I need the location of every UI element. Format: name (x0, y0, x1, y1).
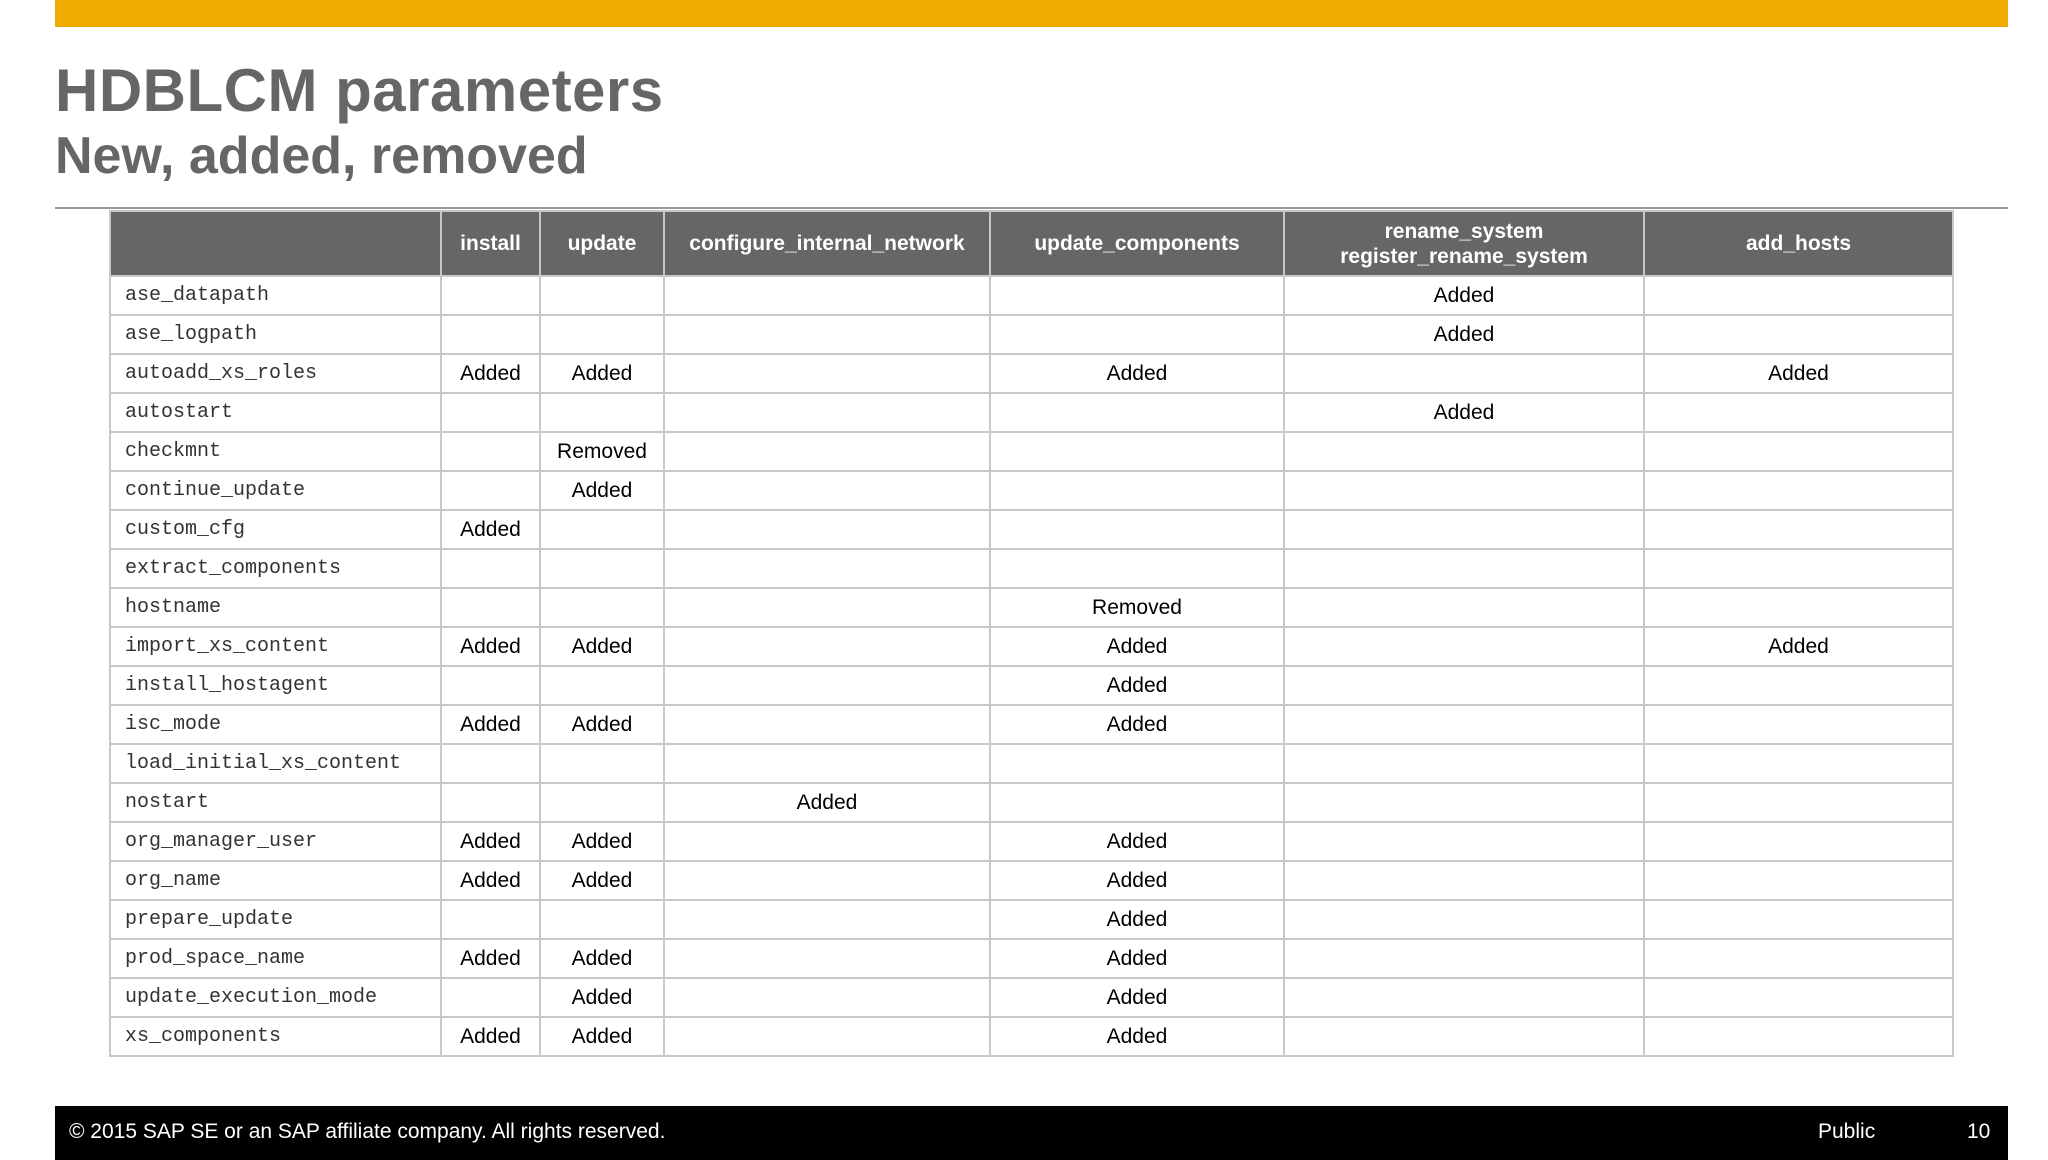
status-cell (1284, 1017, 1644, 1056)
parameter-name: nostart (110, 783, 441, 822)
table-row (110, 393, 1953, 432)
status-cell (990, 744, 1284, 783)
status-cell (1284, 510, 1644, 549)
status-cell (990, 783, 1284, 822)
parameter-name: prod_space_name (110, 939, 441, 978)
status-cell (1284, 978, 1644, 1017)
status-cell (441, 549, 540, 588)
parameter-name: autoadd_xs_roles (110, 354, 441, 393)
status-cell: Added (441, 354, 540, 393)
status-cell (1644, 822, 1953, 861)
status-cell (664, 861, 990, 900)
table-row (110, 666, 1953, 705)
status-cell: Added (1284, 315, 1644, 354)
status-cell (540, 744, 664, 783)
status-cell (1644, 315, 1953, 354)
status-cell (441, 900, 540, 939)
status-cell (664, 354, 990, 393)
parameters-table (109, 210, 1954, 1057)
status-cell: Added (540, 1017, 664, 1056)
header-cell: configure_internal_network (664, 211, 990, 276)
status-cell (1644, 939, 1953, 978)
parameter-name: xs_components (110, 1017, 441, 1056)
copyright-text: © 2015 SAP SE or an SAP affiliate company. All rights reserved. (69, 1120, 666, 1143)
status-cell (664, 939, 990, 978)
status-cell (664, 666, 990, 705)
status-cell: Added (540, 861, 664, 900)
slide-title: HDBLCM parameters (55, 57, 664, 124)
status-cell: Added (441, 510, 540, 549)
status-cell (664, 432, 990, 471)
status-cell (540, 276, 664, 315)
table-row (110, 354, 1953, 393)
status-cell (1284, 627, 1644, 666)
slide-subtitle: New, added, removed (55, 127, 588, 185)
status-cell: Added (441, 627, 540, 666)
status-cell (664, 705, 990, 744)
page-number: 10 (1967, 1120, 1991, 1143)
status-cell: Added (540, 354, 664, 393)
table-row (110, 432, 1953, 471)
status-cell (1284, 354, 1644, 393)
status-cell: Added (540, 978, 664, 1017)
status-cell: Added (990, 1017, 1284, 1056)
status-cell (1644, 549, 1953, 588)
table-header (110, 211, 1953, 276)
status-cell (1284, 939, 1644, 978)
status-cell (441, 315, 540, 354)
status-cell (664, 822, 990, 861)
status-cell: Added (441, 705, 540, 744)
status-cell (1644, 432, 1953, 471)
status-cell: Added (990, 861, 1284, 900)
status-cell (664, 549, 990, 588)
status-cell: Added (441, 822, 540, 861)
header-cell: install (441, 211, 540, 276)
status-cell: Added (1284, 276, 1644, 315)
status-cell (1284, 705, 1644, 744)
status-cell (1284, 471, 1644, 510)
status-cell (990, 432, 1284, 471)
parameter-name: ase_logpath (110, 315, 441, 354)
header-row (110, 211, 1953, 276)
status-cell (441, 783, 540, 822)
status-cell (1644, 744, 1953, 783)
parameter-name: org_name (110, 861, 441, 900)
status-cell (990, 276, 1284, 315)
status-cell (990, 549, 1284, 588)
status-cell (441, 588, 540, 627)
parameter-name: isc_mode (110, 705, 441, 744)
status-cell (990, 393, 1284, 432)
status-cell (664, 978, 990, 1017)
status-cell (441, 471, 540, 510)
parameter-name: custom_cfg (110, 510, 441, 549)
table-row (110, 588, 1953, 627)
table-row (110, 627, 1953, 666)
status-cell (1644, 471, 1953, 510)
status-cell (540, 393, 664, 432)
status-cell: Added (664, 783, 990, 822)
status-cell (664, 510, 990, 549)
status-cell (1644, 705, 1953, 744)
table-row (110, 315, 1953, 354)
status-cell: Added (540, 939, 664, 978)
table-row (110, 939, 1953, 978)
table-row (110, 1017, 1953, 1056)
status-cell (540, 588, 664, 627)
status-cell (540, 315, 664, 354)
status-cell (664, 588, 990, 627)
status-cell: Added (990, 354, 1284, 393)
parameter-name: import_xs_content (110, 627, 441, 666)
header-cell: rename_system register_rename_system (1284, 211, 1644, 276)
status-cell (1284, 549, 1644, 588)
parameter-name: update_execution_mode (110, 978, 441, 1017)
status-cell: Added (990, 978, 1284, 1017)
status-cell (664, 744, 990, 783)
status-cell (1284, 900, 1644, 939)
status-cell (990, 315, 1284, 354)
header-cell: update (540, 211, 664, 276)
status-cell (1644, 510, 1953, 549)
status-cell (664, 315, 990, 354)
status-cell: Added (540, 471, 664, 510)
status-cell (1644, 861, 1953, 900)
table-row (110, 510, 1953, 549)
status-cell (540, 666, 664, 705)
status-cell (664, 627, 990, 666)
table-row (110, 900, 1953, 939)
table-row (110, 978, 1953, 1017)
parameter-name: autostart (110, 393, 441, 432)
status-cell (1284, 861, 1644, 900)
status-cell (540, 900, 664, 939)
parameter-name: prepare_update (110, 900, 441, 939)
status-cell (664, 1017, 990, 1056)
status-cell (664, 900, 990, 939)
status-cell (441, 666, 540, 705)
status-cell (1644, 276, 1953, 315)
status-cell: Removed (540, 432, 664, 471)
status-cell (990, 471, 1284, 510)
top-accent-bar (55, 0, 2008, 27)
header-cell-parameter (110, 211, 441, 276)
status-cell (1644, 666, 1953, 705)
parameter-name: hostname (110, 588, 441, 627)
parameter-name: ase_datapath (110, 276, 441, 315)
status-cell (540, 510, 664, 549)
parameter-name: load_initial_xs_content (110, 744, 441, 783)
header-cell: add_hosts (1644, 211, 1953, 276)
status-cell: Added (990, 666, 1284, 705)
status-cell (664, 393, 990, 432)
status-cell (1284, 783, 1644, 822)
classification-label: Public (1818, 1120, 1876, 1143)
status-cell: Added (990, 705, 1284, 744)
status-cell (441, 978, 540, 1017)
status-cell: Removed (990, 588, 1284, 627)
status-cell (441, 276, 540, 315)
status-cell (441, 432, 540, 471)
status-cell: Added (1284, 393, 1644, 432)
status-cell (664, 276, 990, 315)
table-row (110, 471, 1953, 510)
status-cell (540, 783, 664, 822)
status-cell: Added (990, 627, 1284, 666)
table-body (110, 276, 1953, 1056)
table-row (110, 705, 1953, 744)
title-divider (55, 207, 2008, 209)
status-cell (1644, 783, 1953, 822)
status-cell (1644, 1017, 1953, 1056)
status-cell: Added (540, 705, 664, 744)
status-cell: Added (990, 900, 1284, 939)
status-cell (1284, 432, 1644, 471)
table-row (110, 276, 1953, 315)
status-cell (1284, 822, 1644, 861)
status-cell (664, 471, 990, 510)
status-cell (1644, 588, 1953, 627)
status-cell: Added (990, 939, 1284, 978)
header-cell: update_components (990, 211, 1284, 276)
parameter-name: install_hostagent (110, 666, 441, 705)
status-cell: Added (1644, 627, 1953, 666)
status-cell (1644, 978, 1953, 1017)
status-cell (441, 744, 540, 783)
table-row (110, 744, 1953, 783)
status-cell: Added (441, 861, 540, 900)
status-cell (1644, 900, 1953, 939)
table-row (110, 783, 1953, 822)
parameter-name: org_manager_user (110, 822, 441, 861)
status-cell (1284, 666, 1644, 705)
parameter-name: extract_components (110, 549, 441, 588)
table-row (110, 549, 1953, 588)
status-cell: Added (540, 822, 664, 861)
status-cell (990, 510, 1284, 549)
status-cell (441, 393, 540, 432)
status-cell (540, 549, 664, 588)
table-row (110, 822, 1953, 861)
status-cell: Added (441, 1017, 540, 1056)
status-cell (1284, 588, 1644, 627)
parameter-name: checkmnt (110, 432, 441, 471)
status-cell: Added (540, 627, 664, 666)
parameter-name: continue_update (110, 471, 441, 510)
status-cell (1644, 393, 1953, 432)
status-cell: Added (441, 939, 540, 978)
status-cell: Added (990, 822, 1284, 861)
table-row (110, 861, 1953, 900)
status-cell (1284, 744, 1644, 783)
status-cell: Added (1644, 354, 1953, 393)
